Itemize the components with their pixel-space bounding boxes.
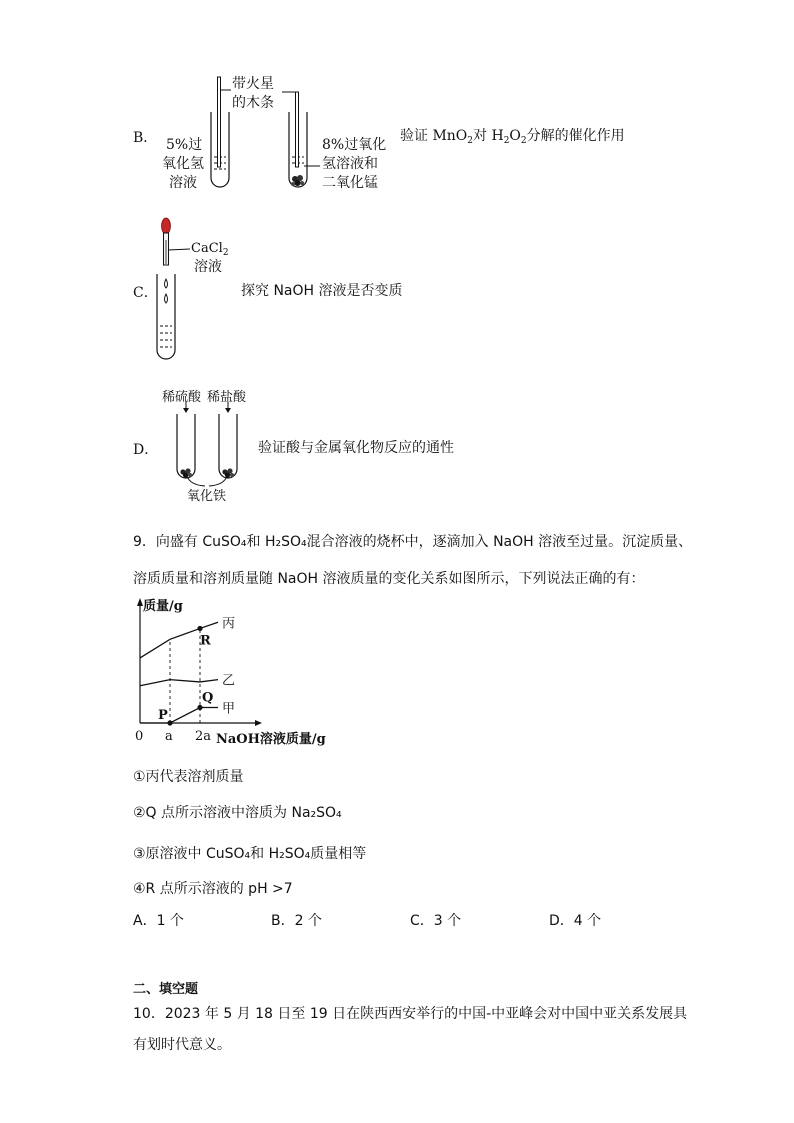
option-b-description: 验证 MnO$_2$对 $H_2O_2$分解的催化作用 [400, 128, 625, 146]
statement-3: ③原溶液中 CuSO₄和 H₂SO₄质量相等 [133, 846, 367, 862]
option-d-letter: D． [133, 442, 159, 458]
right-tube-label-2: 氢溶液和 [322, 156, 378, 172]
splint-label-1: 带火星 [232, 76, 274, 92]
left-tube-label-3: 溶液 [169, 175, 197, 191]
series-label-3: 甲 [222, 701, 236, 717]
x-tick-label-0: 0 [135, 729, 144, 744]
choice-c[interactable]: C．3 个 [410, 913, 462, 929]
statement-1: ①丙代表溶剂质量 [133, 769, 244, 785]
splint-label-2: 的木条 [232, 95, 274, 111]
option-c-letter: C． [133, 285, 158, 301]
choice-a[interactable]: A．1 个 [133, 913, 184, 929]
series-line-2 [140, 680, 218, 686]
statement-2: ②Q 点所示溶液中溶质为 Na₂SO₄ [133, 805, 342, 821]
acid-label-hydrochloric: 稀盐酸 [207, 390, 247, 405]
point-P [167, 720, 172, 725]
option-b-letter: B． [133, 130, 158, 146]
acid-label-sulfuric: 稀硫酸 [162, 390, 202, 405]
choice-b[interactable]: B．2 个 [271, 913, 322, 929]
q10-line-1: 10．2023 年 5 月 18 日至 19 日在陕西西安举行的中国-中亚峰会对中国中亚关系发展具 [133, 1006, 688, 1022]
point-label-P: P [158, 708, 168, 723]
reagent-label-1: CaCl$_2$ [191, 241, 229, 258]
right-tube-label-3: 二氧化锰 [322, 175, 378, 191]
x-axis-arrow [255, 720, 262, 726]
option-d-description: 验证酸与金属氧化物反应的通性 [258, 440, 454, 456]
series-label-2: 乙 [222, 673, 236, 689]
point-R [197, 626, 202, 631]
left-tube-label-1: 5%过 [166, 137, 203, 153]
series-line-3 [140, 708, 218, 724]
section-heading: 二、填空题 [133, 982, 199, 997]
point-Q [197, 705, 202, 710]
q10-line-2: 有划时代意义。 [133, 1037, 231, 1053]
x-tick-label-a: a [165, 729, 173, 744]
x-axis-label: NaOH溶液质量/g [216, 732, 326, 747]
option-c-description: 探究 NaOH 溶液是否变质 [241, 283, 403, 299]
iron-oxide-label: 氧化铁 [187, 489, 227, 504]
statement-4: ④R 点所示溶液的 pH >7 [133, 881, 293, 897]
right-tube-label-1: 8%过氧化 [322, 137, 387, 153]
reagent-label-2: 溶液 [194, 259, 222, 275]
point-label-R: R [200, 633, 211, 649]
choice-d[interactable]: D．4 个 [549, 913, 602, 929]
x-tick-label-2a: 2a [195, 729, 212, 744]
left-tube-label-2: 氧化氢 [162, 156, 204, 172]
point-label-Q: Q [202, 690, 214, 706]
y-axis-label: 质量/g [143, 599, 183, 614]
q9-stem-line-2: 溶质质量和溶剂质量随 NaOH 溶液质量的变化关系如图所示，下列说法正确的有： [133, 571, 645, 587]
q9-stem-line-1: 9．向盛有 CuSO₄和 H₂SO₄混合溶液的烧杯中，逐滴加入 NaOH 溶液至过量。沉淀质量、 [133, 534, 693, 550]
series-label-1: 丙 [222, 616, 236, 632]
